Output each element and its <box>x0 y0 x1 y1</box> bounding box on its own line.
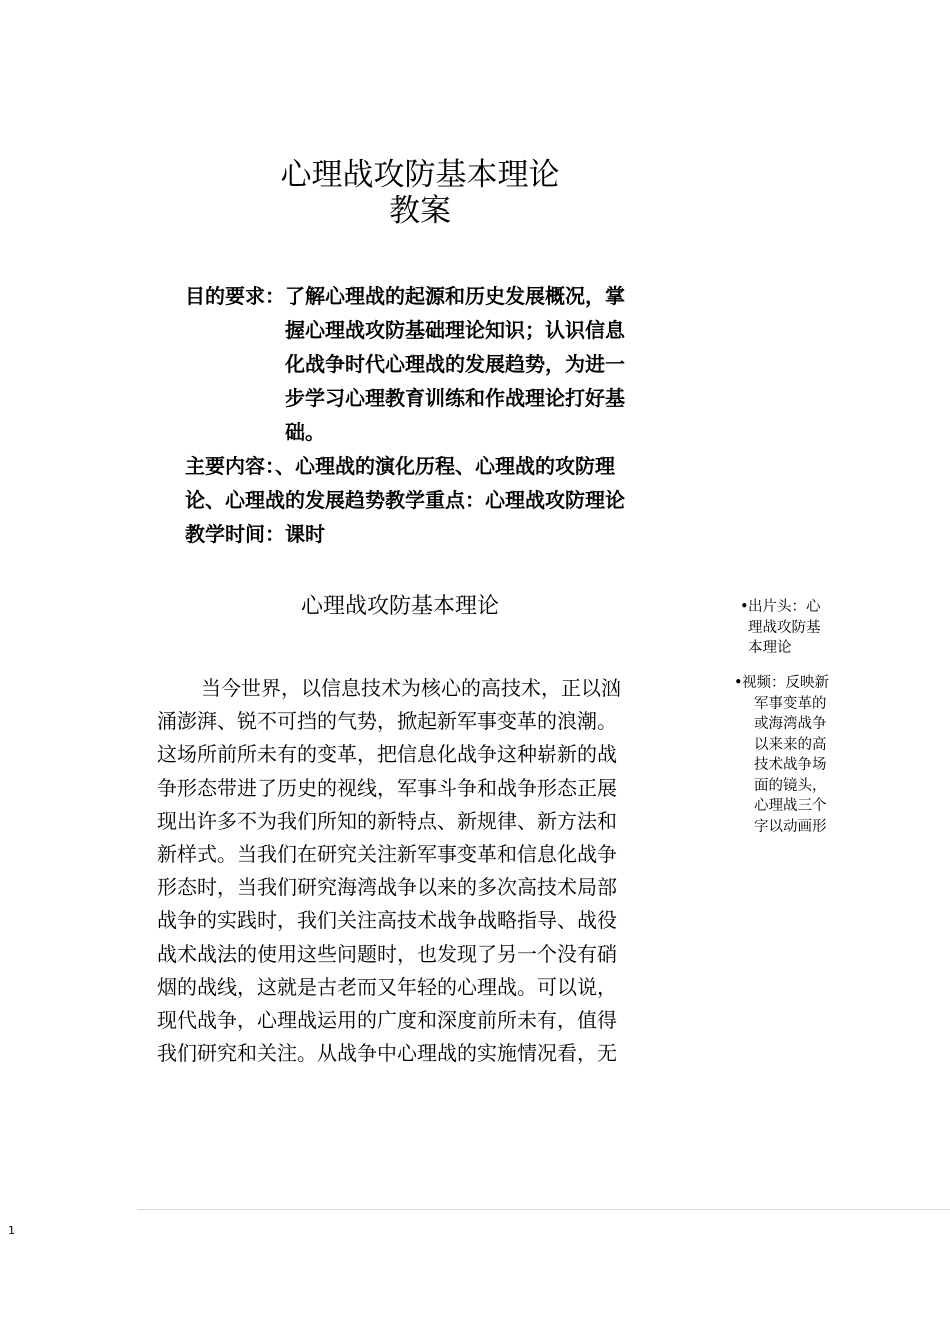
body-paragraph <box>157 672 697 1070</box>
bullet-icon: • <box>734 675 743 691</box>
side-note-title-clip <box>740 597 870 654</box>
side-note-line <box>734 673 864 694</box>
footer-divider <box>137 1209 950 1210</box>
side-note-line: 心理战三个 <box>754 798 827 814</box>
objectives-line: 握心理战攻防基础理论知识；认识信息 <box>285 318 625 342</box>
side-note-video-clip <box>734 673 864 839</box>
document-title: 心理战攻防基本理论 <box>280 157 560 193</box>
side-note-line <box>740 597 870 618</box>
body-line: 战术战法的使用这些问题时，也发现了另一个没有硝 <box>157 941 617 966</box>
content-summary-line: 论、心理战的发展趋势教学重点：心理战攻防理论 <box>185 488 625 512</box>
body-line: 现代战争，心理战运用的广度和深度前所未有，值得 <box>157 1008 617 1033</box>
document-subtitle: 教案 <box>389 193 451 229</box>
content-summary <box>185 449 690 551</box>
objectives-row <box>185 279 690 449</box>
body-line: 我们研究和关注。从战争中心理战的实施情况看，无 <box>157 1041 617 1066</box>
side-note-line: 军事变革的 <box>754 695 827 712</box>
side-note-line: 本理论 <box>748 640 792 654</box>
side-note-line: 或海湾战争 <box>754 716 827 732</box>
body-line: 当今世界，以信息技术为核心的高技术，正以汹 <box>201 676 621 700</box>
side-note-line: 技术战争场 <box>754 757 827 773</box>
body-line: 争形态带进了历史的视线，军事斗争和战争形态正展 <box>157 775 617 800</box>
objectives-line: 了解心理战的起源和历史发展概况，掌 <box>285 284 625 308</box>
side-note-line: 字以动画形 <box>754 818 827 835</box>
body-line: 战争的实践时，我们关注高技术战争战略指导、战役 <box>157 908 617 933</box>
objectives-label: 目的要求： <box>185 284 285 308</box>
body-line: 这场所前所未有的变革，把信息化战争这种崭新的战 <box>157 742 617 767</box>
content-summary-line: 主要内容：、心理战的演化历程、心理战的攻防理 <box>185 454 615 478</box>
side-note-text: 视频：反映新 <box>742 675 829 691</box>
body-line: 形态时，当我们研究海湾战争以来的多次高技术局部 <box>157 875 617 900</box>
section-title: 心理战攻防基本理论 <box>300 594 499 619</box>
body-line: 新样式。当我们在研究关注新军事变革和信息化战争 <box>157 842 617 867</box>
lesson-requirements <box>185 279 690 551</box>
bullet-icon: • <box>740 599 749 615</box>
objectives-line: 步学习心理教育训练和作战理论打好基 <box>285 386 625 410</box>
objectives-line: 础。 <box>285 420 325 444</box>
side-note-line: 理战攻防基 <box>748 619 821 636</box>
objectives-line: 化战争时代心理战的发展趋势，为进一 <box>285 352 625 376</box>
body-line: 涌澎湃、锐不可挡的气势，掀起新军事变革的浪潮。 <box>157 709 617 734</box>
page-number: 1 <box>8 1224 15 1237</box>
objectives-text <box>285 279 690 449</box>
side-note-line: 以来来的高 <box>754 736 827 753</box>
side-note-text: 出片头：心 <box>748 599 821 615</box>
body-line: 现出许多不为我们所知的新特点、新规律、新方法和 <box>157 808 617 833</box>
content-summary-line: 教学时间：课时 <box>185 522 325 546</box>
body-line: 烟的战线，这就是古老而又年轻的心理战。可以说， <box>157 974 617 999</box>
side-note-line: 面的镜头， <box>754 777 827 794</box>
